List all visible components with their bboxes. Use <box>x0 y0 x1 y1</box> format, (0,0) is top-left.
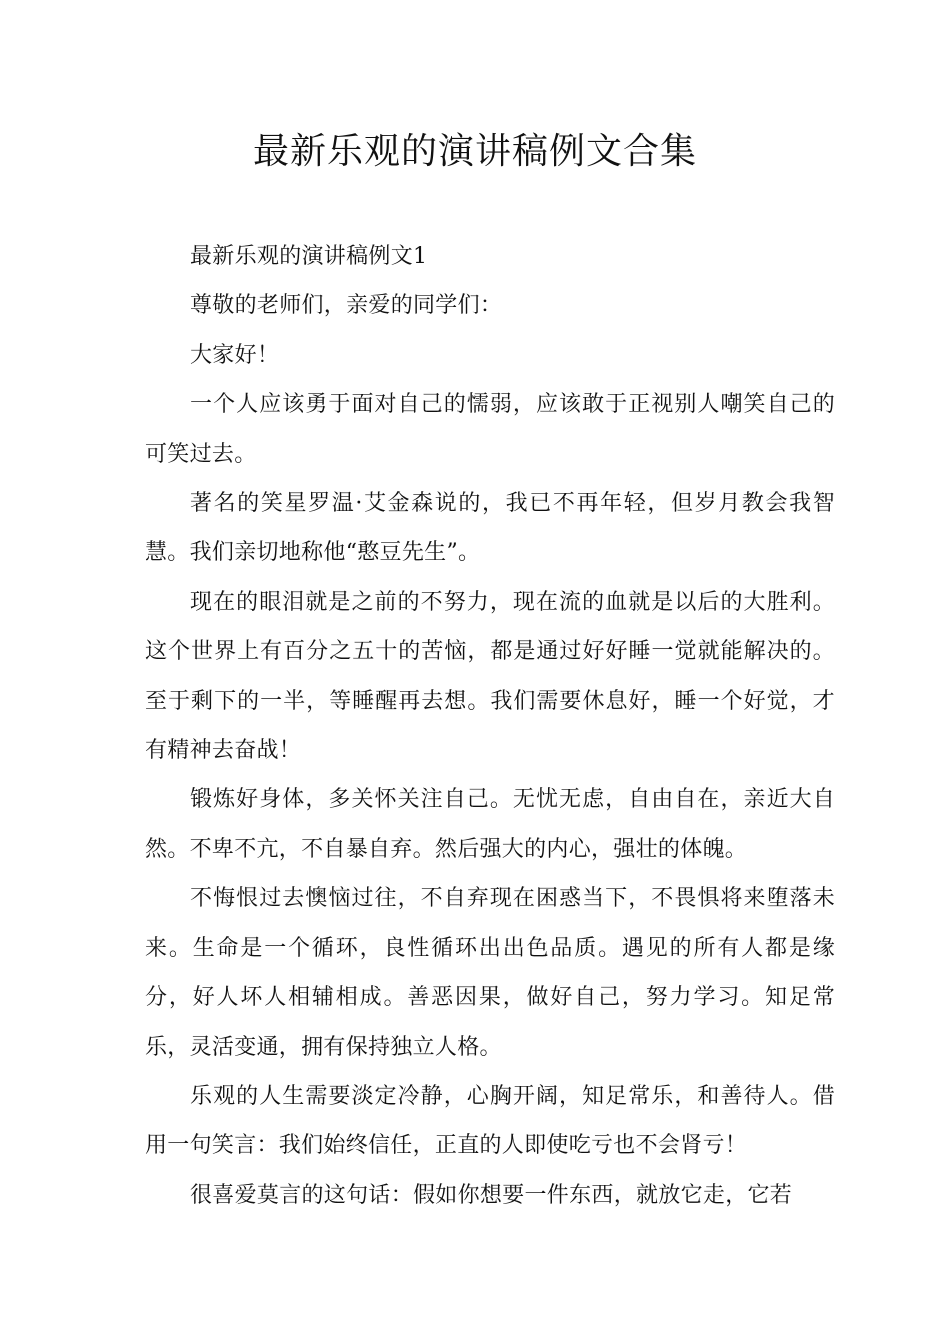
paragraph-salutation: 尊敬的老师们，亲爱的同学们： <box>190 293 503 319</box>
paragraph: 一个人应该勇于面对自己的懦弱，应该敢于正视别人嘲笑自己的可笑过去。 <box>145 392 835 467</box>
document-title: 最新乐观的演讲稿例文合集 <box>252 131 697 172</box>
paragraph: 现在的眼泪就是之前的不努力，现在流的血就是以后的大胜利。这个世界上有百分之五十的苦恼，都是通过好好睡一觉就能解决的。至于剩下的一半，等睡醒再去想。我们需要休息好，睡一个好觉，才有精神去奋战！ <box>145 589 835 764</box>
paragraph-greeting: 大家好！ <box>190 342 280 368</box>
paragraph: 很喜爱莫言的这句话：假如你想要一件东西，就放它走，它若 <box>190 1182 793 1208</box>
paragraph: 不悔恨过去懊恼过往，不自弃现在困惑当下，不畏惧将来堕落未来。生命是一个循环，良性循环出出色品质。遇见的所有人都是缘分，好人坏人相辅相成。善恶因果，做好自己，努力学习。知足常乐，灵活变通，拥有保持独立人格。 <box>145 886 835 1060</box>
paragraph: 锻炼好身体，多关怀关注自己。无忧无虑，自由自在，亲近大自然。不卑不亢，不自暴自弃。然后强大的内心，强壮的体魄。 <box>145 787 835 862</box>
paragraph: 著名的笑星罗温·艾金森说的，我已不再年轻，但岁月教会我智慧。我们亲切地称他“憨豆先生”。 <box>145 491 835 566</box>
document-body <box>145 232 835 1220</box>
paragraph: 乐观的人生需要淡定冷静，心胸开阔，知足常乐，和善待人。借用一句笑言：我们始终信任，正直的人即使吃亏也不会肾亏！ <box>145 1083 835 1159</box>
paragraph-section-heading: 最新乐观的演讲稿例文1 <box>190 244 428 269</box>
